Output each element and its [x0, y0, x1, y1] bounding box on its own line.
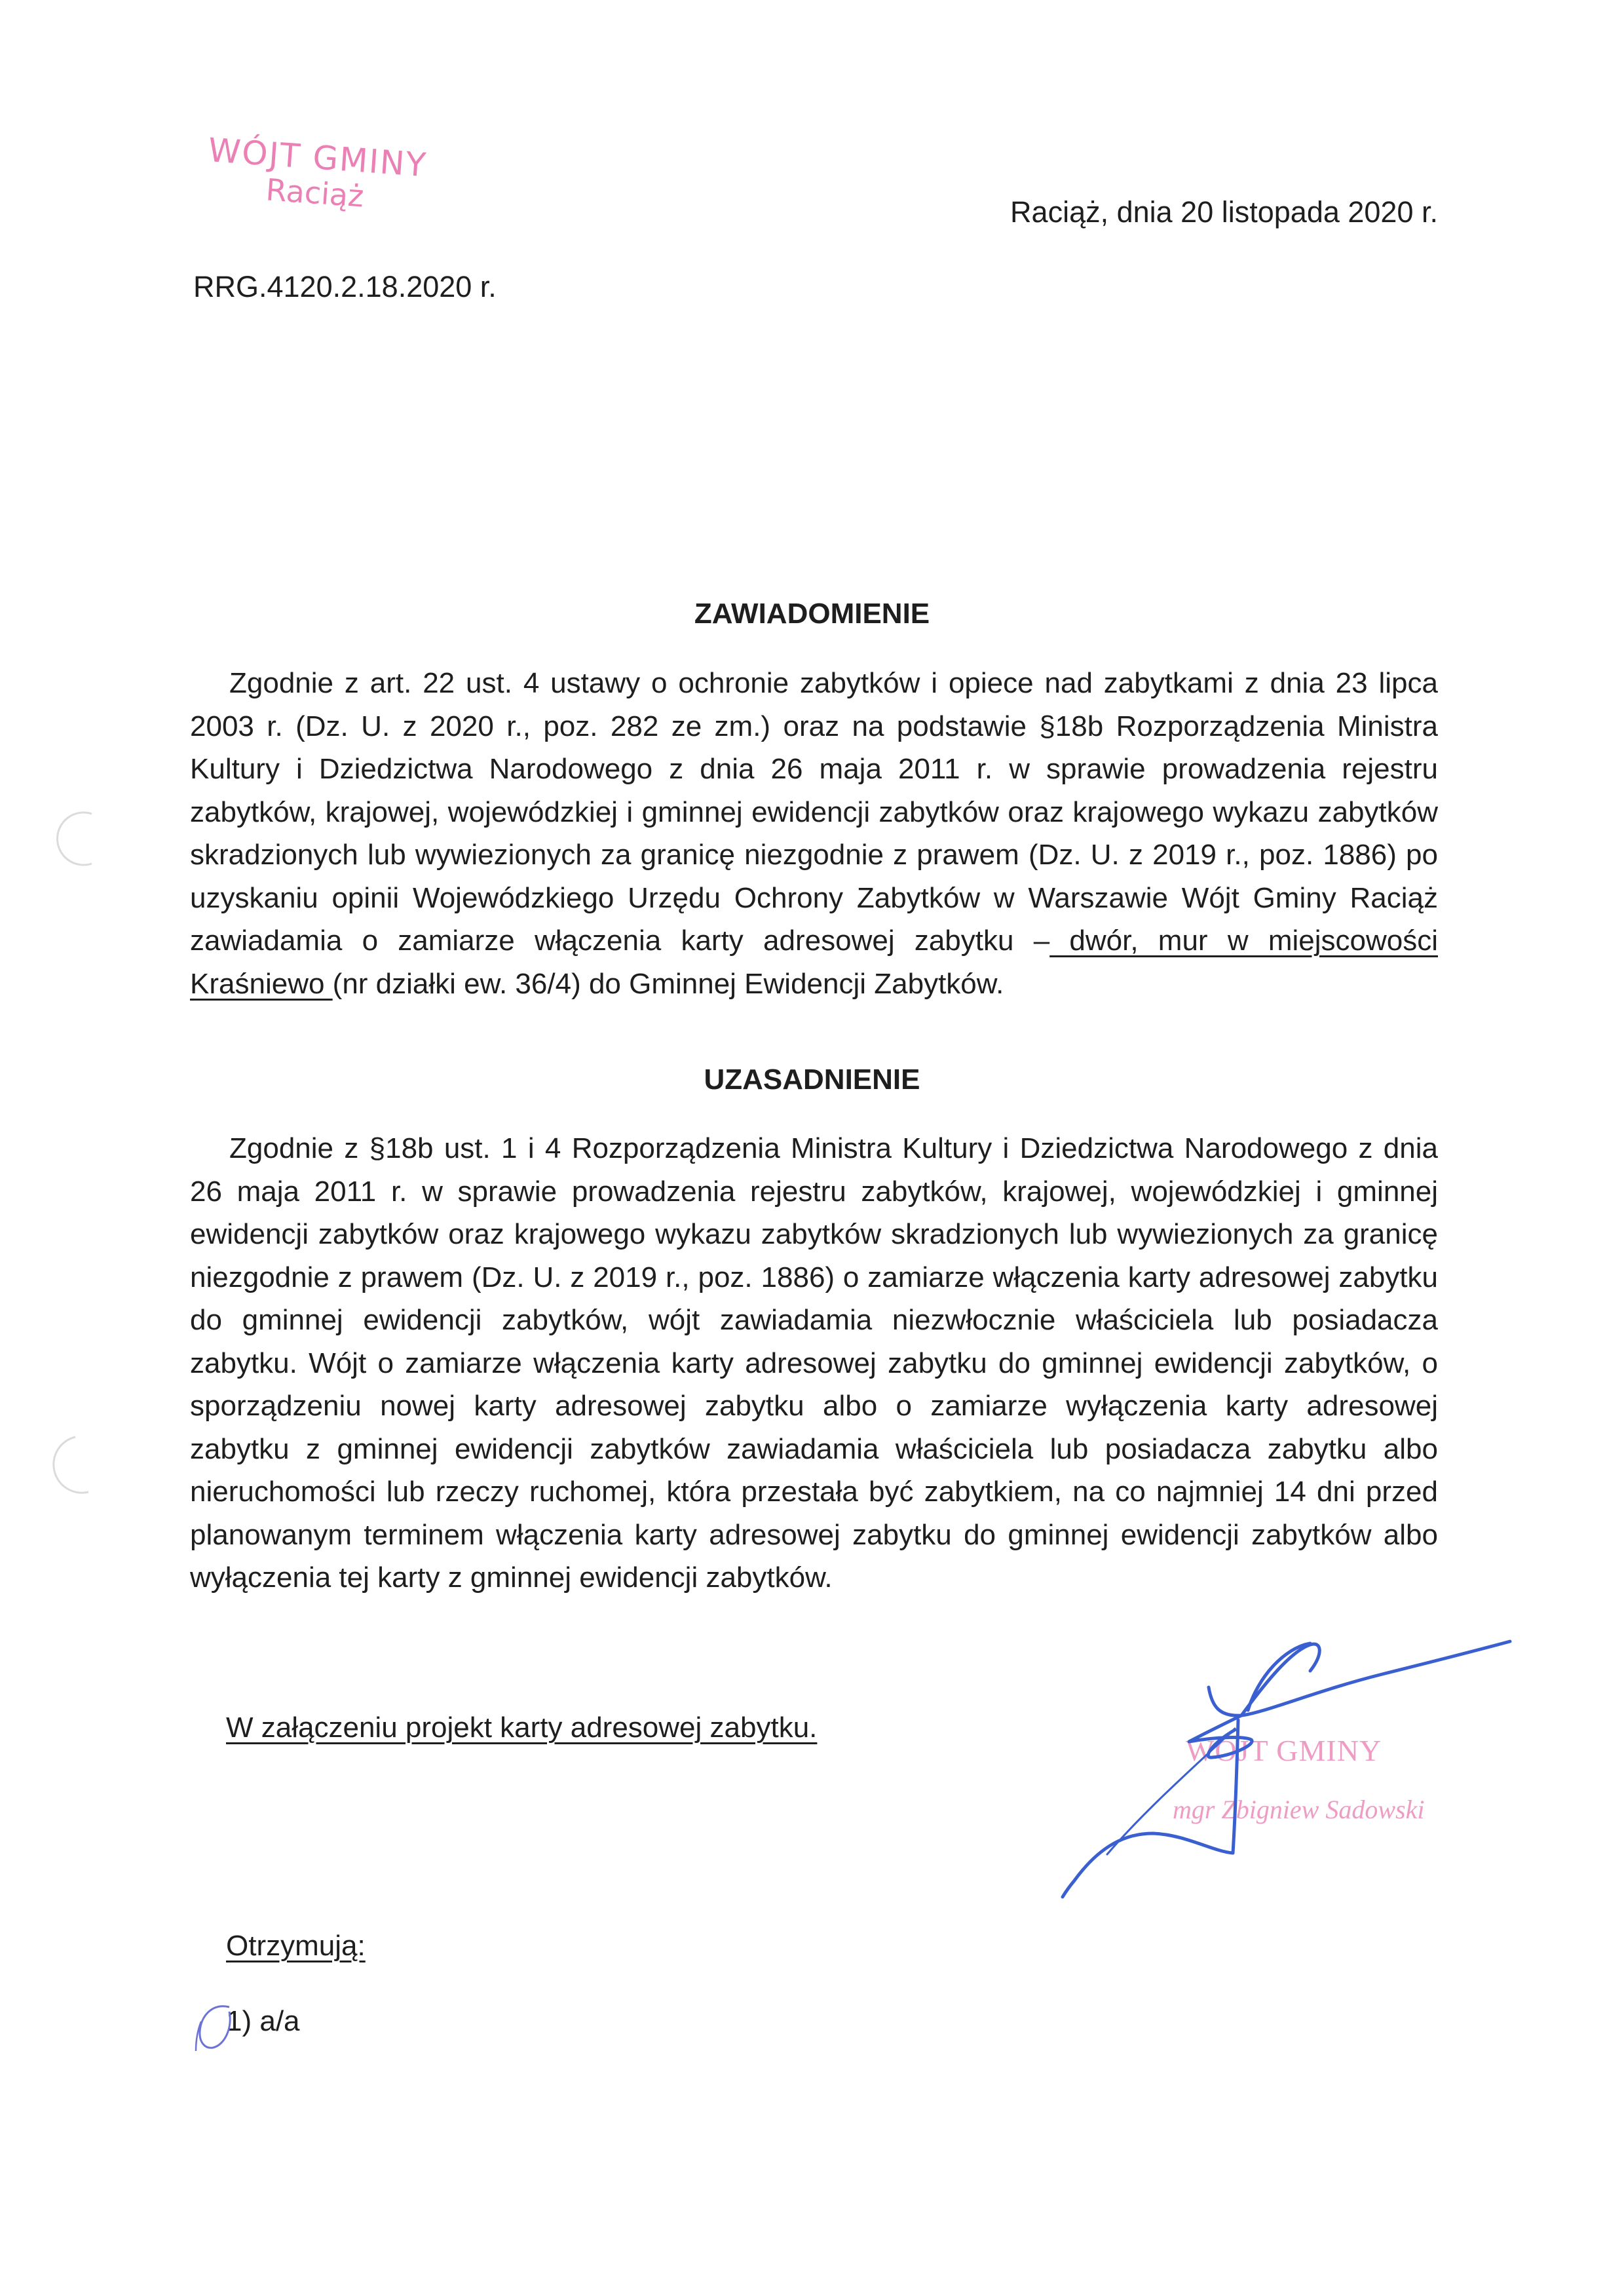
punch-hole-mark: [52, 806, 105, 871]
office-stamp: [204, 131, 428, 218]
signature-stamp-title: WÓJT GMINY: [1186, 1734, 1382, 1767]
signature-stamp-name: mgr Zbigniew Sadowski: [1173, 1795, 1425, 1824]
justification-title: UZASADNIENIE: [704, 1063, 920, 1096]
stamp-office-place: Raciąż: [265, 172, 366, 214]
notice-text-end: (nr działki ew. 36/4) do Gminnej Ewidencji Zabytków.: [332, 967, 1004, 1000]
handwritten-signature: [1048, 1573, 1520, 1913]
justification-body: [190, 1127, 1438, 1599]
punch-hole-mark: [49, 1432, 102, 1497]
justification-text: Zgodnie z §18b ust. 1 i 4 Rozporządzenia Ministra Kultury i Dziedzictwa Narodowego z dnia 26 maja 2011 r. w sprawie prowadzenia rejestru zabytków, krajowej, wojewódzkiej i gminnej ewidencji zabytków oraz krajowego wykazu zabytków skradzionych lub wywiezionych za granicę niezgodnie z prawem (Dz. U. z 2019 r., poz. 1886) o zamiarze włączenia karty adresowej zabytku do gminnej ewidencji zabytków, wójt zawiadamia niezwłocznie właściciela lub posiadacza zabytku. Wójt o zamiarze włączenia karty adresowej zabytku do gminnej ewidencji zabytków, o sporządzeniu nowej karty adresowej zabytku albo o zamiarze wyłączenia karty adresowej zabytku z gminnej ewidencji zabytków zawiadamia właściciela lub posiadacza zabytku albo nieruchomości lub rzeczy ruchomej, która przestała być zabytkiem, na co najmniej 14 dni przed planowanym terminem włączenia karty adresowej zabytku do gminnej ewidencji zabytków albo wyłączenia tej karty z gminnej ewidencji zabytków.: [190, 1132, 1438, 1594]
notice-body: [190, 662, 1438, 1005]
recipients-title: Otrzymują:: [226, 1930, 366, 1962]
notice-text: Zgodnie z art. 22 ust. 4 ustawy o ochronie zabytków i opiece nad zabytkami z dnia 23 lipca 2003 r. (Dz. U. z 2020 r., poz. 282 ze zm.) oraz na podstawie §18b Rozporządzenia Ministra Kultury i Dziedzictwa Narodowego z dnia 26 maja 2011 r. w sprawie prowadzenia rejestru zabytków, krajowej, wojewódzkiej i gminnej ewidencji zabytków oraz krajowego wykazu zabytków skradzionych lub wywiezionych za granicę niezgodnie z prawem (Dz. U. z 2019 r., poz. 1886) po uzyskaniu opinii Wojewódzkiego Urzędu Ochrony Zabytków w Warszawie Wójt Gminy Raciąż zawiadamia o zamiarze włączenia karty adresowej zabytku –: [190, 667, 1438, 957]
attachment-note: W załączeniu projekt karty adresowej zabytku.: [226, 1712, 818, 1744]
recipient-item: 1) a/a: [226, 2005, 300, 2037]
notice-object: dwór, mur w miejscowości Kraśniewo: [190, 925, 1438, 1000]
place-date: Raciąż, dnia 20 listopada 2020 r.: [1010, 195, 1438, 229]
notice-title: ZAWIADOMIENIE: [694, 598, 930, 630]
handwritten-circle-mark: [193, 2002, 239, 2054]
reference-number: RRG.4120.2.18.2020 r.: [193, 270, 497, 303]
stamp-office-title: WÓJT GMINY: [206, 131, 428, 185]
